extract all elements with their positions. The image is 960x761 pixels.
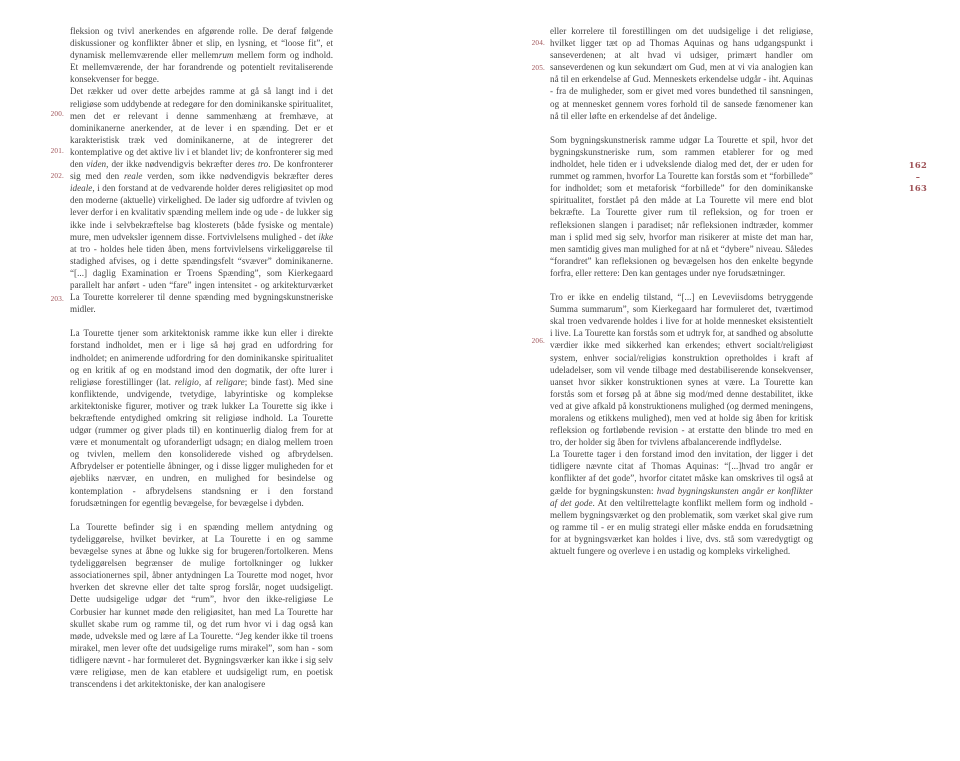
body-text-paragraph: Som bygningskunstnerisk ramme udgør La Tourette et spil, hvor det bygningskunstneriske rum, som rammen etablerer for og med indholdet, hele tiden er i udvekslende dialog med det, der er uden for rummet og rammen, hvorfor La Tourette kan forstås som et “forbillede” for indholdet; som et metaforisk “forbillede” for den dominikanske spiritualitet, forstået på den måde at La Tourette vil mere end blot bekræfte. La Tourette giver rum til refleksion, og for troen er refleksionen slangen i paradiset; når refleksionen indtræder, kommer man i splid med sig selv, hvorfor man risikerer at miste det man har, men samtidig gives man mulighed for at nå et “dybere” niveau. Således “forandret” kan refleksionen og bevægelsen hos den enkelte begynde forfra, eller rettere: Den kan gentages under nye forudsætninger.: [550, 134, 813, 278]
body-text-paragraph: Det rækker ud over dette arbejdes ramme at gå så langt ind i det religiøse som uddybende at redegøre for den dominikanske spiritualitet, men det er relevant i denne sammenhæng at fremhæve, at dominikanerne anerkender, at de lever i en spænding. Det er et karakteristisk træk ved dominikanerne, at de integrerer det kontemplative og det aktive liv i et blandet liv; de konfronterer sig med den viden, der ikke nødvendigvis bekræfter deres tro. De konfronterer sig med den reale verden, som ikke nødvendigvis bekræfter deres ideale, i den forstand at de vedvarende holder deres religiøsitet op mod den moderne (aktuelle) virkelighed. De lader sig udfordre af tvivlen og lever derfor i en kvalitativ spænding mellem inde og ude - de lukker sig ikke inde i selvbekræftelse bag klosterets (både fysiske og mentale) mure, men udveksler igennem disse. Fortvivlelsens mulighed - det ikke at tro - holdes hele tiden åben, mens fortvivlelsens virkeliggørelse til stadighed afvises, og i dette spændingsfelt “svæver” dominikanerne. “[...] daglig Examination er Troens Spænding”, som Kierkegaard parallelt har anført - uden “fare” ingen intensitet - og arkitekturværket La Tourette korrelerer til denne spænding med bygningskunstneriske midler.: [70, 86, 334, 315]
margin-reference-number: 205.: [531, 64, 545, 72]
body-text-paragraph: La Tourette tjener som arkitektonisk ramme ikke kun eller i direkte forstand indholdet, men er i lige så høj grad en udfordring for indholdet; en animerende udfordring for den dominikanske spiritualitet og en kritik af og en modstand imod den dogmatik, der ofte lurer i religiøse forestillinger (lat. religio, af religare; binde fast). Med sine konfliktende, undvigende, tvetydige, labyrintiske og komplekse arkitektoniske figurer, motiver og træk lukker La Tourette sig ikke i bekræftende entydighed omkring sit religiøse indhold. La Tourette udgør (rummer og giver plads til) en kontinuerlig dialog frem for at være et monumentalt og uforanderligt udsagn; en dialog mellem troen og tvivlen, mellem den konsoliderede vished og afbrydelsen. Afbrydelser er potentielle åbninger, og i disse ligger muligheden for et øjebliks nærvær, en undren, en mulighed for besindelse og kontemplation - afbrydelsens standsning er i den forstand forudsætningen for egentlig bevægelse, for bevægelse i dybden.: [70, 328, 333, 508]
folio-separator-dash: –: [915, 171, 921, 182]
folio-page-numbers: [901, 160, 935, 195]
margin-reference-number: 202.: [50, 172, 64, 180]
text-column-left: [70, 25, 333, 690]
margin-reference-number: 206.: [531, 337, 545, 345]
margin-reference-number: 201.: [50, 147, 64, 155]
body-text-paragraph: Tro er ikke en endelig tilstand, “[...] en Leveviisdoms betryggende Summa summarum”, som Kierkegaard har formuleret det, tværtimod skal troen vedvarende holdes i live for at holde mennesket eksistentielt i live. La Tourette kan forstås som et udtryk for, at sandhed og absolutte værdier ikke med sikkerhed kan erkendes; ethvert socialt/religiøst system, enhver social/religiøs konstruktion opretholdes i kraft af udeladelser, som vil vende tilbage med destabiliserende konsekvenser, uanset hvor sikker konstruktionen synes at være. La Tourette kan forstås som et forsøg på at åbne sig mod/med denne destabilitet, ikke ved at give afkald på konstruktionens mulighed (og dermed meningens, moralens og etikkens mulighed), men ved at holde sig åben for kritisk refleksion og fortløbende revision - at erstatte den blinde tro med en tro, der holder sig åben for tvivlens afbalancerende indflydelse.: [550, 292, 813, 448]
body-text-paragraph: fleksion og tvivl anerkendes en afgørende rolle. De deraf følgende diskussioner og konflikter åbner et slip, en lysning, et “loose fit”, et dynamisk mellemværende eller mellemrum mellem form og indhold. Et mellemværende, der har forandrende og potentielt revitaliserende konsekvenser for begge.: [70, 26, 333, 85]
margin-reference-number: 204.: [531, 39, 545, 47]
margin-reference-number: 203.: [50, 295, 64, 303]
folio-right-page-number: 163: [908, 183, 928, 193]
text-column-right: [550, 25, 813, 557]
body-text-paragraph: La Tourette tager i den forstand imod den invitation, der ligger i det tidligere nævnte citat af Thomas Aquinas: “[...]hvad tro angår er konflikter af det gode”, hvorfor citatet måske kan omskrives til også at gælde for bygningskunsten: hvad bygningskunsten angår er konflikter af det gode. At den veltilrettelagte konflikt mellem form og indhold - mellem bygningsværket og den problematik, som værket skal give rum og ramme til - er en mulig strategi eller måske endda en forudsætning for at bygningsværket kan holdes i live, dvs. stå som væredygtigt og aktuelt fungere og overleve i en ustadig og kompleks virkelighed.: [550, 449, 813, 557]
margin-reference-number: 200.: [50, 110, 64, 118]
folio-left-page-number: 162: [908, 160, 928, 170]
body-text-paragraph: eller korrelere til forestillingen om det uudsigelige i det religiøse, hvilket ligger tæt op ad Thomas Aquinas og hans udgangspunkt i sanseverdenen; at alt hvad vi udsiger, primært handler om sanseverdenen og kun sekundært om Gud, men at vi via analogien kan nå til en erkendelse af Gud. Menneskets erkendelse udgår - iht. Aquinas - fra de muligheder, som er givet med vores bundethed til sansningen, og at mennesket gennem vores forhold til de sansede fænomener kan nå til eller løfte en erkendelse af det åndelige.: [550, 26, 813, 121]
body-text-paragraph: La Tourette befinder sig i en spænding mellem antydning og tydeliggørelse, hvilket bevirker, at La Tourette i en og samme bevægelse synes at åbne og lukke sig for brugeren/fortolkeren. Mens tydeliggørelsen begrænser de mulige fortolkninger og lukker associationernes spil, åbner antydningen La Tourette mod noget, hvor hverken det skrevne eller det talte sprog forslår, noget uudsigeligt. Dette uudsigelige udgør det “rum”, hvor den ikke-religiøse Le Corbusier har kunnet møde den religiøsitet, han med La Tourette har skullet skabe rum og ramme til, og det rum hvor vi i dag også kan møde, udveksle med og lære af La Tourette. “Jeg kender ikke til troens mirakel, men lever ofte det uudsigelige rums mirakel”, som han - som tidligere nævnt - har formuleret det. Bygningsværker kan ikke i sig selv være religiøse, men de kan etablere et uudsigeligt rum, en poetisk transcendens i det arkitektoniske, der kan analogisere: [70, 521, 333, 690]
